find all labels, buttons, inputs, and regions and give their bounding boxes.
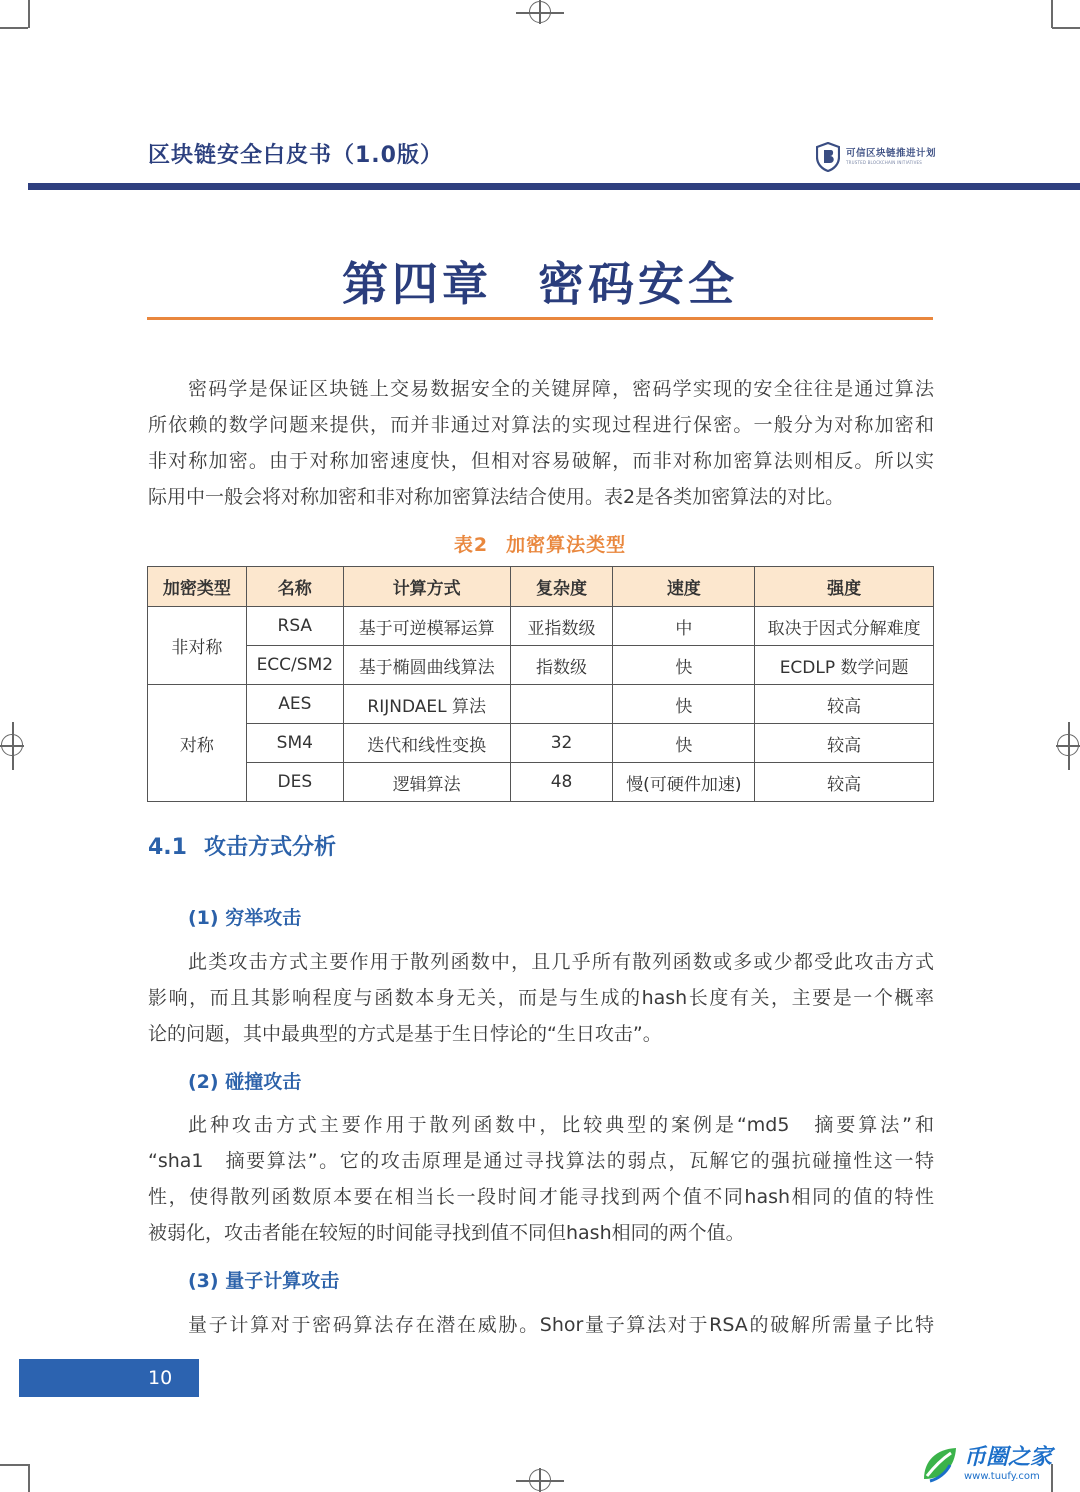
table-cell: 逻辑算法 (343, 763, 510, 802)
body-paragraph (148, 1107, 934, 1251)
registration-mark (1068, 722, 1070, 770)
body-paragraph (148, 944, 934, 1052)
text-line: “sha1 摘要算法”。它的攻击原理是通过寻找算法的弱点，瓦解它的强抗碰撞性这一特 (148, 1150, 934, 1172)
shield-logo-icon (816, 142, 840, 172)
crop-mark (0, 1464, 28, 1466)
crop-mark (28, 1464, 30, 1492)
column-header: 速度 (613, 567, 755, 607)
crop-mark (0, 27, 28, 29)
table-cell: 亚指数级 (510, 607, 613, 646)
watermark (918, 1440, 1073, 1488)
table-cell: 慢(可硬件加速) (613, 763, 755, 802)
text-line: 论的问题，其中最典型的方式是基于生日悖论的“生日攻击”。 (148, 1023, 662, 1045)
table-row (148, 685, 934, 724)
table-row (148, 763, 934, 802)
table-cell: 指数级 (510, 646, 613, 685)
table-caption (0, 530, 1080, 557)
table-cell: RIJNDAEL 算法 (343, 685, 510, 724)
text-line: 际用中一般会将对称加密和非对称加密算法结合使用。表2是各类加密算法的对比。 (148, 486, 845, 508)
chapter-number: 第四章 (342, 257, 492, 311)
table-cell: 较高 (755, 724, 934, 763)
text-line: 此类攻击方式主要作用于散列函数中，且几乎所有散列函数或多或少都受此攻击方式 (188, 951, 934, 973)
table-header-row (148, 567, 934, 607)
header-rule (28, 183, 1080, 190)
logo-english-text: TRUSTED BLOCKCHAIN INITIATIVES (846, 160, 922, 166)
body-paragraph (148, 1307, 934, 1343)
table-row (148, 724, 934, 763)
watermark-text: 币圈之家 (964, 1444, 1053, 1470)
table-cell: ECDLP 数学问题 (755, 646, 934, 685)
table-cell: 较高 (755, 763, 934, 802)
table-cell: 基于可逆模幂运算 (343, 607, 510, 646)
column-header: 名称 (246, 567, 343, 607)
table-cell: 取决于因式分解难度 (755, 607, 934, 646)
section-number: 4.1 (148, 835, 187, 860)
table-cell: 基于椭圆曲线算法 (343, 646, 510, 685)
column-header: 计算方式 (343, 567, 510, 607)
table-row (148, 607, 934, 646)
chapter-rule (147, 317, 933, 320)
table-cell: 48 (510, 763, 613, 802)
table-cell: 中 (613, 607, 755, 646)
table-cell: RSA (246, 607, 343, 646)
subsection-heading: (3) 量子计算攻击 (188, 1270, 340, 1292)
logo-chinese-text: 可信区块链推进计划 (846, 147, 937, 159)
watermark-url: www.tuufy.com (964, 1470, 1040, 1482)
table-cell: 32 (510, 724, 613, 763)
intro-paragraph (148, 371, 934, 515)
document-title: 区块链安全白皮书（1.0版） (148, 143, 443, 168)
crop-mark (1052, 27, 1080, 29)
registration-mark (539, 0, 541, 24)
column-header: 复杂度 (510, 567, 613, 607)
section-heading (148, 830, 336, 861)
table-cell: 迭代和线性变换 (343, 724, 510, 763)
leaf-logo-icon (918, 1443, 960, 1485)
text-line: 密码学是保证区块链上交易数据安全的关键屏障，密码学实现的安全往往是通过算法 (188, 378, 934, 400)
table-caption-number: 表2 (453, 534, 489, 556)
table-caption-text: 加密算法类型 (506, 534, 627, 556)
table-cell: 快 (613, 646, 755, 685)
section-title: 攻击方式分析 (204, 835, 337, 860)
encryption-comparison-table (147, 566, 934, 802)
text-line: 此种攻击方式主要作用于散列函数中，比较典型的案例是“md5 摘要算法”和 (188, 1114, 934, 1136)
text-line: 性，使得散列函数原本要在相当长一段时间才能寻找到两个值不同hash相同的值的特性 (148, 1186, 934, 1208)
table-cell: SM4 (246, 724, 343, 763)
table-cell: AES (246, 685, 343, 724)
table-cell: 较高 (755, 685, 934, 724)
subsection-heading: (1) 穷举攻击 (188, 907, 302, 929)
table-cell: 快 (613, 724, 755, 763)
text-line: 非对称加密。由于对称加密速度快，但相对容易破解，而非对称加密算法则相反。所以实 (148, 450, 934, 472)
page-number: 10 (148, 1367, 173, 1389)
table-cell: 快 (613, 685, 755, 724)
group-type-cell: 对称 (148, 685, 247, 802)
chapter-title (0, 248, 1080, 314)
text-line: 影响，而且其影响程度与函数本身无关，而是与生成的hash长度有关，主要是一个概率 (148, 987, 934, 1009)
group-type-cell: 非对称 (148, 607, 247, 685)
crop-mark (1051, 0, 1053, 28)
brand-logo (816, 140, 956, 174)
registration-mark (539, 1468, 541, 1492)
chapter-name: 密码安全 (538, 257, 738, 311)
text-line: 量子计算对于密码算法存在潜在威胁。Shor量子算法对于RSA的破解所需量子比特 (188, 1314, 934, 1336)
subsection-heading: (2) 碰撞攻击 (188, 1071, 302, 1093)
column-header: 强度 (755, 567, 934, 607)
text-line: 被弱化，攻击者能在较短的时间能寻找到值不同但hash相同的两个值。 (148, 1222, 745, 1244)
table-row (148, 646, 934, 685)
registration-mark (12, 722, 14, 770)
table-cell (510, 685, 613, 724)
column-header: 加密类型 (148, 567, 247, 607)
text-line: 所依赖的数学问题来提供，而并非通过对算法的实现过程进行保密。一般分为对称加密和 (148, 414, 934, 436)
table-cell: ECC/SM2 (246, 646, 343, 685)
crop-mark (28, 0, 30, 28)
table-cell: DES (246, 763, 343, 802)
